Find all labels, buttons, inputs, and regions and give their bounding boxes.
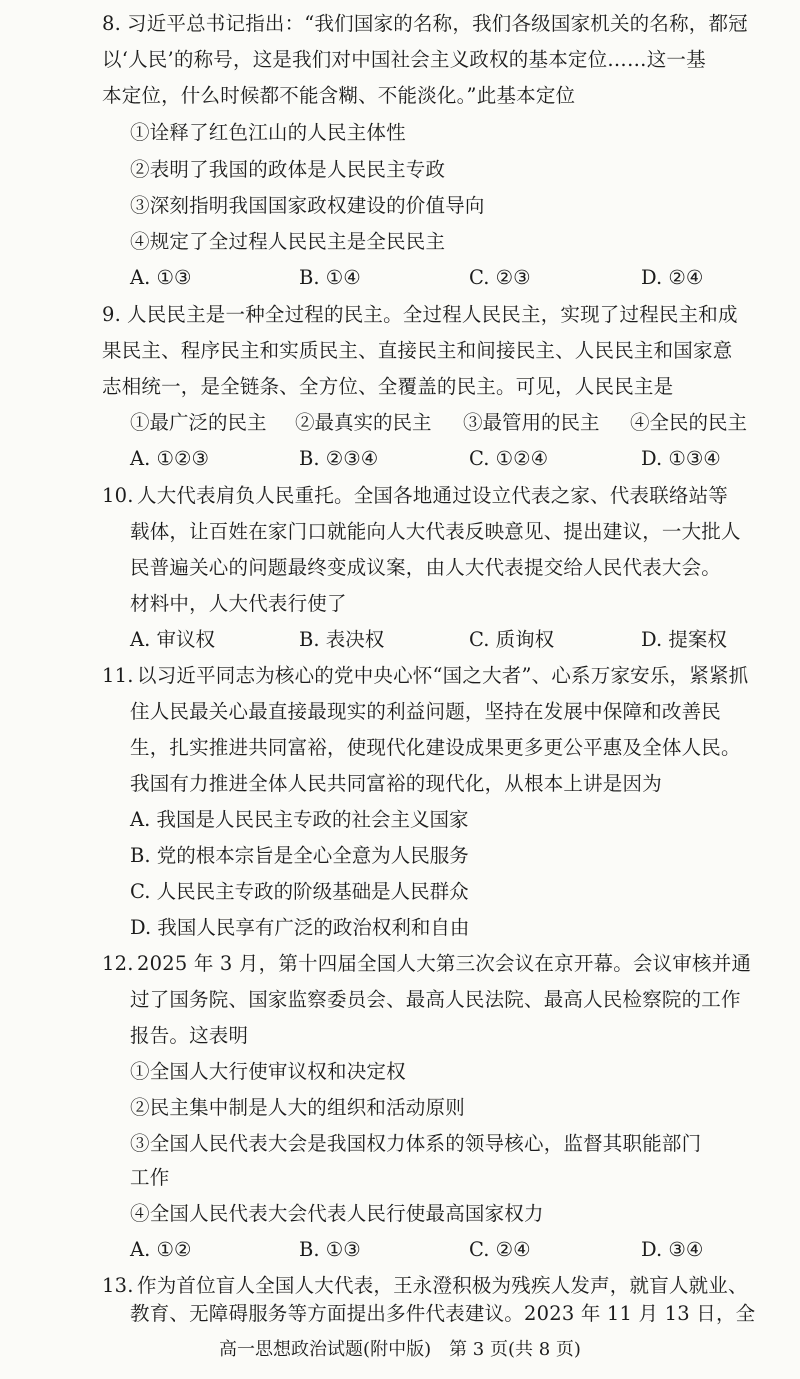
question-number: 13. [102, 1274, 134, 1297]
statement-item: ②表明了我国的政体是人民民主专政 [130, 158, 446, 181]
statement-item: ④全民的民主 [630, 411, 748, 434]
answer-option-a: A. ①③ [130, 266, 192, 289]
statement-item: ②最真实的民主 [295, 411, 432, 434]
question-stem-line: 民普遍关心的问题最终变成议案，由人大代表提交给人民代表大会。 [130, 556, 722, 579]
answer-option-d: D. ②④ [641, 266, 704, 289]
question-stem-line: 人民民主是一种全过程的民主。全过程人民民主，实现了过程民主和成 [127, 303, 738, 326]
question-stem-line: 以习近平同志为核心的党中央心怀“国之大者”、心系万家安乐，紧紧抓 [137, 664, 749, 687]
answer-option-b: B. ①③ [299, 1238, 361, 1261]
question-stem-line: 作为首位盲人全国人大代表，王永澄积极为残疾人发声，就盲人就业、 [137, 1274, 748, 1297]
answer-option-a: A. ①②③ [130, 447, 209, 470]
answer-option-c: C. ②④ [469, 1238, 531, 1261]
question-stem-line: 住人民最关心最直接最现实的利益问题，坚持在发展中保障和改善民 [130, 700, 722, 723]
statement-item: ②民主集中制是人大的组织和活动原则 [130, 1096, 465, 1119]
statement-item: ①最广泛的民主 [130, 411, 267, 434]
answer-option-b: B. 党的根本宗旨是全心全意为人民服务 [130, 844, 469, 867]
answer-option-b: B. ②③④ [299, 447, 379, 470]
statement-item: ④规定了全过程人民民主是全民民主 [130, 230, 446, 253]
statement-item: ③最管用的民主 [463, 411, 600, 434]
statement-item: ①全国人大行使审议权和决定权 [130, 1060, 406, 1083]
question-stem-line: 载体，让百姓在家门口就能向人大代表反映意见、提出建议，一大批人 [130, 520, 741, 543]
question-stem-line: 志相统一，是全链条、全方位、全覆盖的民主。可见，人民民主是 [102, 375, 674, 398]
question-stem-line: 本定位，什么时候都不能含糊、不能淡化。”此基本定位 [102, 84, 576, 107]
question-stem-line: 2025 年 3 月，第十四届全国人大第三次会议在京开幕。会议审核并通 [137, 952, 752, 975]
question-stem-line: 人大代表肩负人民重托。全国各地通过设立代表之家、代表联络站等 [137, 484, 729, 507]
answer-option-b: B. 表决权 [299, 628, 385, 651]
statement-item-continued: 工作 [130, 1166, 170, 1189]
question-number: 10. [102, 484, 134, 507]
question-stem-line: 以‘人民’的称号，这是我们对中国社会主义政权的基本定位……这一基 [102, 48, 706, 71]
question-number: 12. [102, 952, 134, 975]
answer-option-b: B. ①④ [299, 266, 361, 289]
answer-option-a: A. ①② [130, 1238, 192, 1261]
question-stem-line: 我国有力推进全体人民共同富裕的现代化，从根本上讲是因为 [130, 772, 662, 795]
question-number: 11. [102, 664, 134, 687]
statement-item: ①诠释了红色江山的人民主体性 [130, 121, 406, 144]
answer-option-a: A. 我国是人民民主专政的社会主义国家 [130, 808, 469, 831]
question-stem-line: 报告。这表明 [130, 1024, 249, 1047]
answer-option-c: C. 质询权 [469, 628, 555, 651]
question-stem-line: 生，扎实推进共同富裕，使现代化建设成果更多更公平惠及全体人民。 [130, 736, 741, 759]
statement-item: ③深刻指明我国国家政权建设的价值导向 [130, 194, 485, 217]
question-stem-line: 果民主、程序民主和实质民主、直接民主和间接民主、人民民主和国家意 [102, 339, 733, 362]
answer-option-c: C. 人民民主专政的阶级基础是人民群众 [130, 880, 469, 903]
question-stem-line: 过了国务院、国家监察委员会、最高人民法院、最高人民检察院的工作 [130, 988, 741, 1011]
question-stem-line: 教育、无障碍服务等方面提出多件代表建议。2023 年 11 月 13 日，全 [130, 1302, 756, 1325]
answer-option-d: D. ③④ [641, 1238, 704, 1261]
question-stem-line: 习近平总书记指出：“我们国家的名称，我们各级国家机关的名称，都冠 [127, 12, 748, 35]
statement-item: ④全国人民代表大会代表人民行使最高国家权力 [130, 1202, 544, 1225]
question-stem-line: 材料中，人大代表行使了 [130, 592, 347, 615]
question-number: 9. [102, 303, 122, 326]
statement-item: ③全国人民代表大会是我国权力体系的领导核心，监督其职能部门 [130, 1132, 702, 1155]
answer-option-d: D. 提案权 [641, 628, 727, 651]
answer-option-a: A. 审议权 [130, 628, 215, 651]
answer-option-c: C. ②③ [469, 266, 531, 289]
question-number: 8. [102, 12, 122, 35]
answer-option-d: D. ①③④ [641, 447, 721, 470]
answer-option-c: C. ①②④ [469, 447, 549, 470]
page-footer: 高一思想政治试题(附中版) 第 3 页(共 8 页) [219, 1339, 581, 1360]
answer-option-d: D. 我国人民享有广泛的政治权利和自由 [130, 916, 470, 939]
